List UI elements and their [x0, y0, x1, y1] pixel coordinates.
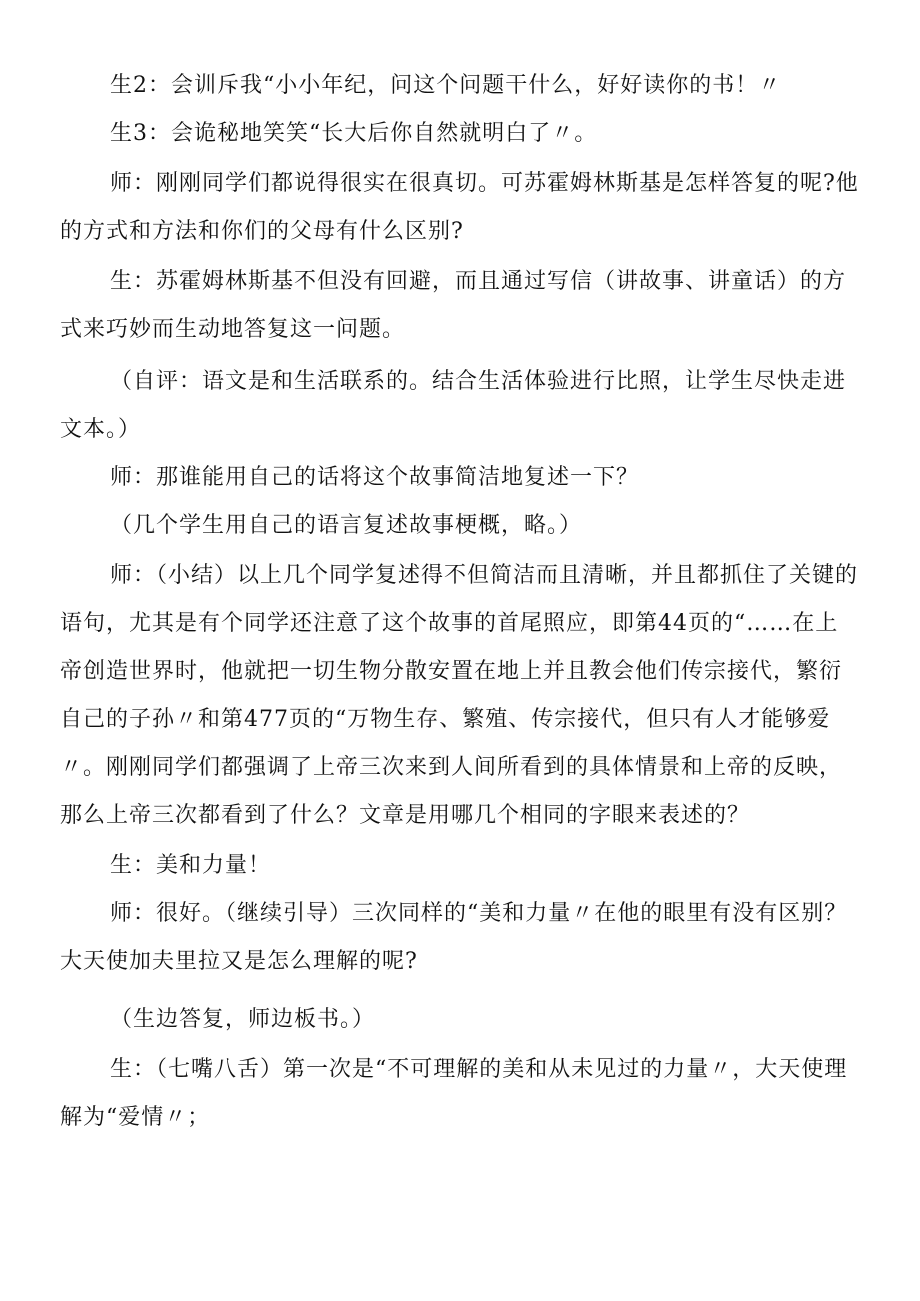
paragraph-self-comment: （自评：语文是和生活联系的。结合生活体验进行比照，让学生尽快走进文本。）	[60, 369, 847, 442]
paragraph-student-answer: 生：苏霍姆林斯基不但没有回避，而且通过写信（讲故事、讲童话）的方式来巧妙而生动地答复这一问题。	[60, 269, 847, 342]
paragraph-student-beauty: 生：美和力量！	[110, 853, 272, 878]
paragraph-student2: 生2：会训斥我“小小年纪，问这个问题干什么，好好读你的书！〃	[110, 73, 782, 98]
paragraph-student3: 生3：会诡秘地笑笑“长大后你自然就明白了〃。	[110, 121, 598, 146]
paragraph-student-first-time: 生：（七嘴八舌）第一次是“不可理解的美和从未见过的力量〃，大天使理解为“爱情〃；	[60, 1057, 848, 1130]
paragraph-teacher-question: 师：刚刚同学们都说得很实在很真切。可苏霍姆林斯基是怎样答复的呢?他的方式和方法和你们的父母有什么区别?	[60, 171, 859, 244]
paragraph-teacher-follow-up: 师：很好。（继续引导）三次同样的“美和力量〃在他的眼里有没有区别？大天使加夫里拉又是怎么理解的呢?	[60, 901, 848, 974]
paragraph-teacher-summary: 师：（小结）以上几个同学复述得不但简洁而且清晰，并且都抓住了关键的语句，尤其是有个同学还注意了这个故事的首尾照应，即第44页的“……在上帝创造世界时，他就把一切生物分散安置在地上并且教会他们传宗接代，繁衍自己的子孙〃和第477页的“万物生存、繁殖、传宗接代，但只有人才能够爱〃。刚刚同学们都强调了上帝三次来到人间所看到的具体情景和上帝的反映，那么上帝三次都看到了什么？文章是用哪几个相同的字眼来表述的？	[60, 563, 859, 828]
paragraph-board-note: （生边答复，师边板书。）	[110, 1007, 376, 1032]
paragraph-students-retell: （几个学生用自己的语言复述故事梗概，略。）	[110, 513, 583, 538]
paragraph-teacher-retell: 师：那谁能用自己的话将这个故事简洁地复述一下？	[110, 465, 640, 490]
